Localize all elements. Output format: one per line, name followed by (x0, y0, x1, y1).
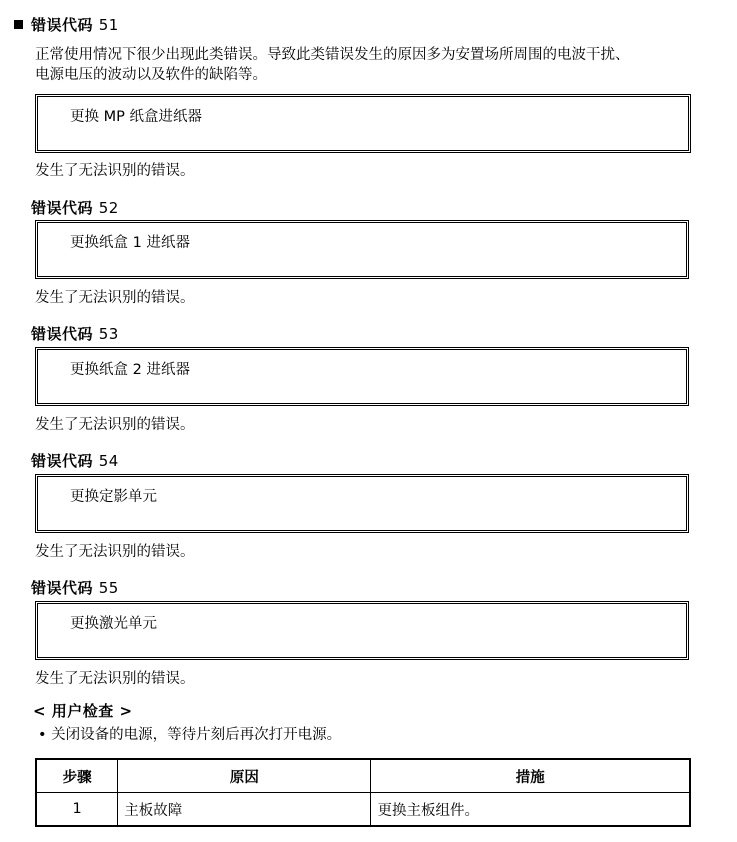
error-code-label: 错误代码 (31, 452, 94, 470)
error-note-55: 发生了无法识别的错误。 (35, 671, 195, 687)
error-code-number: 55 (98, 579, 119, 597)
error-heading-55 (31, 577, 119, 598)
remedy-box-53 (35, 347, 689, 406)
error-note-52: 发生了无法识别的错误。 (35, 290, 195, 306)
table-row (36, 793, 690, 827)
error-code-label: 错误代码 (31, 199, 94, 217)
error-heading-51 (14, 14, 119, 35)
steps-table (35, 758, 691, 827)
error-code-label: 错误代码 (31, 16, 94, 34)
error-note-51: 发生了无法识别的错误。 (35, 163, 195, 179)
cell-action: 更换主板组件。 (371, 793, 690, 827)
cell-step: 1 (36, 793, 118, 827)
error-note-54: 发生了无法识别的错误。 (35, 544, 195, 560)
remedy-text: 更换定影单元 (70, 489, 157, 505)
description-line-1: 正常使用情况下很少出现此类错误。导致此类错误发生的原因多为安置场所周围的电波干扰、 (35, 47, 630, 63)
remedy-box-55 (35, 601, 689, 660)
user-check-bullet: • 关闭设备的电源，等待片刻后再次打开电源。 (38, 727, 342, 743)
error-note-53: 发生了无法识别的错误。 (35, 417, 195, 433)
header-step: 步骤 (36, 759, 118, 793)
remedy-box-54 (35, 474, 689, 533)
error-description-51 (35, 45, 630, 85)
error-heading-52 (31, 197, 119, 218)
cell-cause: 主板故障 (118, 793, 371, 827)
error-code-label: 错误代码 (31, 325, 94, 343)
remedy-box-52 (35, 220, 689, 279)
error-code-number: 52 (98, 199, 119, 217)
remedy-text: 更换纸盒 2 进纸器 (70, 362, 190, 378)
remedy-text: 更换激光单元 (70, 616, 157, 632)
error-code-number: 53 (98, 325, 119, 343)
user-check-title: < 用户检查 > (33, 702, 133, 720)
error-code-number: 54 (98, 452, 119, 470)
header-cause: 原因 (118, 759, 371, 793)
error-code-label: 错误代码 (31, 579, 94, 597)
square-bullet-icon (14, 20, 23, 29)
error-heading-54 (31, 450, 119, 471)
description-line-2: 电源电压的波动以及软件的缺陷等。 (35, 67, 267, 83)
header-action: 措施 (371, 759, 690, 793)
error-heading-53 (31, 323, 119, 344)
remedy-box-51 (35, 94, 691, 153)
remedy-text: 更换纸盒 1 进纸器 (70, 235, 190, 251)
table-header-row (36, 759, 690, 793)
error-code-number: 51 (98, 16, 119, 34)
remedy-text: 更换 MP 纸盒进纸器 (70, 109, 202, 125)
